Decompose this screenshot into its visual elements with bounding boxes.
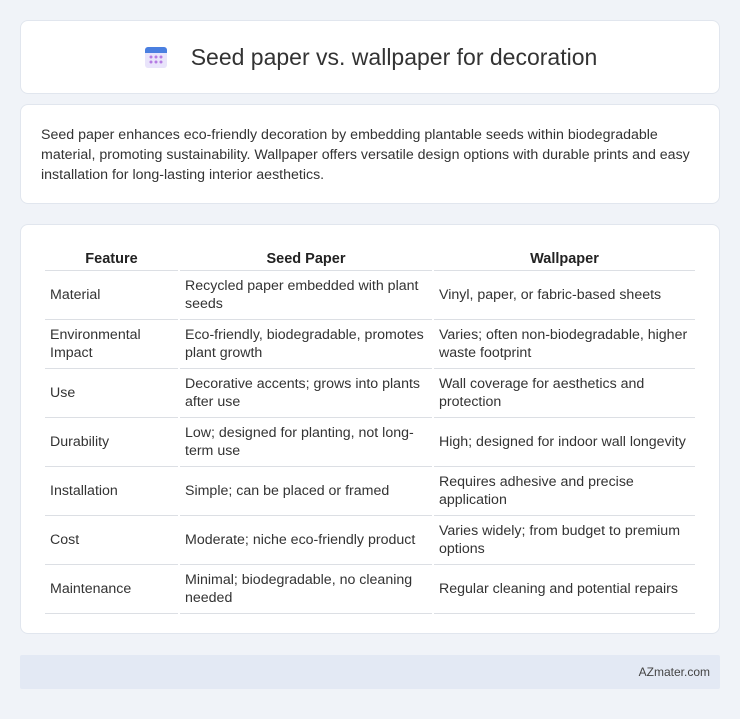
- table-row: [45, 565, 695, 614]
- feature-cell: Installation: [45, 467, 178, 516]
- wallpaper-cell: Regular cleaning and potential repairs: [434, 565, 695, 614]
- feature-cell: Use: [45, 369, 178, 418]
- title-card: [20, 20, 720, 94]
- feature-cell: Environmental Impact: [45, 320, 178, 369]
- table-row: [45, 467, 695, 516]
- table-card: [20, 224, 720, 634]
- intro-text: Seed paper enhances eco-friendly decoration by embedding plantable seeds within biodegradable material, promoting sustainability. Wallpaper offers versatile design options with durable prints and easy installation for long-lasting interior aesthetics.: [41, 127, 690, 183]
- feature-cell: Durability: [45, 418, 178, 467]
- header-seed-paper: Seed Paper: [180, 245, 432, 271]
- wallpaper-cell: Varies widely; from budget to premium options: [434, 516, 695, 565]
- footer: [20, 655, 720, 689]
- seed-paper-cell: Eco-friendly, biodegradable, promotes plant growth: [180, 320, 432, 369]
- intro-card: [20, 104, 720, 204]
- seed-paper-cell: Recycled paper embedded with plant seeds: [180, 271, 432, 320]
- table-header-row: [45, 245, 695, 271]
- header-feature: Feature: [45, 245, 178, 271]
- page-title: Seed paper vs. wallpaper for decoration: [190, 43, 598, 70]
- feature-cell: Maintenance: [45, 565, 178, 614]
- comparison-table: [43, 245, 697, 614]
- wallpaper-cell: High; designed for indoor wall longevity: [434, 418, 695, 467]
- table-row: [45, 418, 695, 467]
- header-wallpaper: Wallpaper: [434, 245, 695, 271]
- seed-paper-cell: Minimal; biodegradable, no cleaning needed: [180, 565, 432, 614]
- table-row: [45, 271, 695, 320]
- table-row: [45, 320, 695, 369]
- wallpaper-cell: Requires adhesive and precise application: [434, 467, 695, 516]
- table-row: [45, 369, 695, 418]
- footer-brand: AZmater.com: [638, 665, 710, 679]
- feature-cell: Material: [45, 271, 178, 320]
- table-row: [45, 516, 695, 565]
- wallpaper-cell: Wall coverage for aesthetics and protection: [434, 369, 695, 418]
- wallpaper-cell: Vinyl, paper, or fabric-based sheets: [434, 271, 695, 320]
- feature-cell: Cost: [45, 516, 178, 565]
- wallpaper-cell: Varies; often non-biodegradable, higher waste footprint: [434, 320, 695, 369]
- seed-paper-cell: Simple; can be placed or framed: [180, 467, 432, 516]
- seed-paper-cell: Low; designed for planting, not long-term use: [180, 418, 432, 467]
- seed-paper-cell: Decorative accents; grows into plants after use: [180, 369, 432, 418]
- calendar-icon: [143, 44, 169, 70]
- seed-paper-cell: Moderate; niche eco-friendly product: [180, 516, 432, 565]
